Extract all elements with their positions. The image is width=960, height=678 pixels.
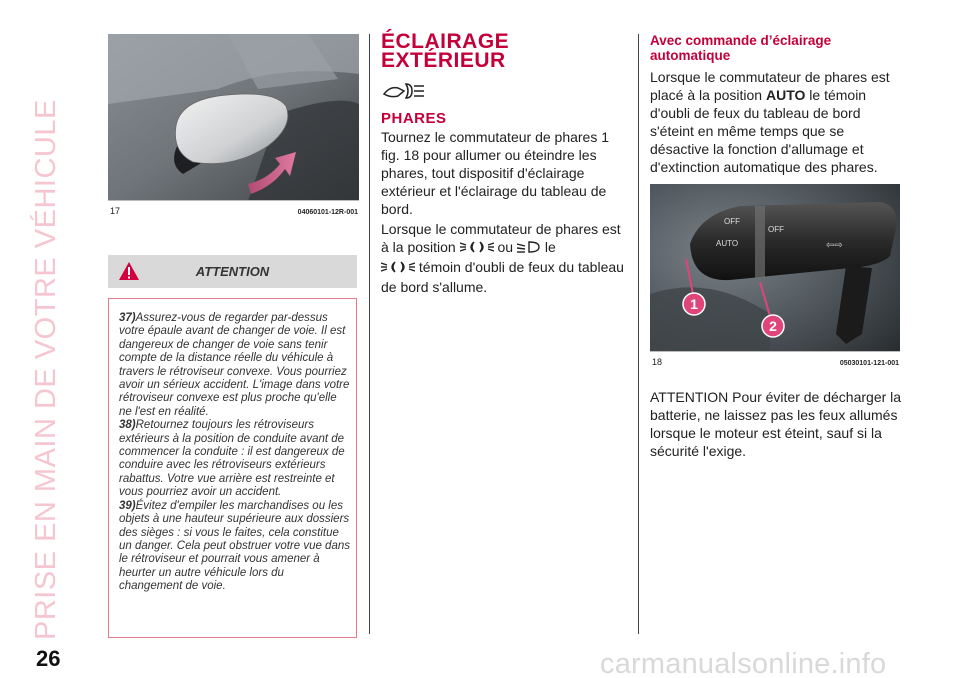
- page-number: 26: [36, 646, 61, 671]
- column-divider-left: [369, 34, 370, 634]
- column-divider-right: [638, 34, 639, 634]
- subheading-auto-lighting: Avec commande d’éclairage automatique: [650, 33, 832, 63]
- paragraph: Lorsque le commutateur de phares est placé à la position AUTO le témoin d'oubli de feux du tableau de bord s'éteint en même temps que se désactive la fonction d'allumage et d'extinction automatique des phares.: [650, 69, 890, 175]
- figure-17: [108, 34, 359, 216]
- low-beam-icon: [517, 240, 541, 258]
- paragraph: Tournez le commutateur de phares 1 fig. 18 pour allumer ou éteindre les phares, tout dispositif d'éclairage extérieur et l'éclairage du tableau de bord.: [381, 129, 610, 217]
- paragraph: Lorsque le commutateur de phares est à la position ou le témoin d'oubli de feux du tableau de bord s'allume.: [381, 221, 624, 295]
- subheading-phares: PHARES: [381, 110, 447, 127]
- attention-title: ATTENTION: [195, 264, 270, 279]
- section-heading: ÉCLAIRAGE EXTÉRIEUR: [381, 30, 510, 72]
- figure-code: 04060101-12R-001: [297, 209, 358, 216]
- attention-item: 39)Évitez d'empiler les marchandises ou les objets à une hauteur supérieure aux dossiers des sièges : si vous le faites, cela constitue un danger. Cela peut obstruer votre vue dans le rétroviseur et pourrait vous amener à heurter un autre véhicule lors du changement de voie.: [119, 499, 350, 593]
- svg-text:⇦⇨: ⇦⇨: [826, 240, 843, 251]
- mirror-photo: [108, 34, 359, 201]
- light-switch-photo: [650, 184, 900, 352]
- paragraph: ATTENTION Pour éviter de décharger la batterie, ne laissez pas les feux allumés lorsque le moteur est éteint, sauf si la sécurité l'exige.: [650, 389, 902, 459]
- watermark: carmanualsonline.info: [600, 648, 887, 678]
- parking-light-icon: [460, 240, 494, 258]
- stalk-label: AUTO: [716, 239, 739, 248]
- stalk-label: OFF: [724, 217, 740, 226]
- attention-header: [108, 255, 357, 288]
- callout-label: 1: [690, 296, 698, 312]
- headlight-icon: [382, 82, 426, 105]
- attention-item: 38)Retournez toujours les rétroviseurs extérieurs à la position de conduite avant de commencer la conduite : il est dangereux de conduire avec les rétroviseurs extérieurs rabattus. Votre vue arrière est restreinte et vous pourriez avoir un accident.: [119, 419, 345, 499]
- attention-item: 37)Assurez-vous de regarder par-dessus votre épaule avant de changer de voie. Il est dangereux de changer de voie sans tenir compte de la distance réelle du véhicule à travers le rétroviseur convexe. Vous pourriez avoir un sérieux accident. L'image dans votre rétroviseur convexe est plus proche qu'elle ne l'est en réalité.: [119, 312, 350, 418]
- figure-number: 17: [110, 206, 121, 216]
- figure-number: 18: [652, 357, 663, 367]
- parking-light-icon: [381, 260, 415, 278]
- figure-code: 05030101-121-001: [839, 360, 899, 367]
- callout-label: 2: [769, 318, 777, 334]
- attention-body: [108, 298, 357, 638]
- side-section-title: PRISE EN MAIN DE VOTRE VÉHICULE: [30, 99, 62, 640]
- stalk-label: OFF: [768, 225, 784, 234]
- figure-18: [650, 184, 900, 367]
